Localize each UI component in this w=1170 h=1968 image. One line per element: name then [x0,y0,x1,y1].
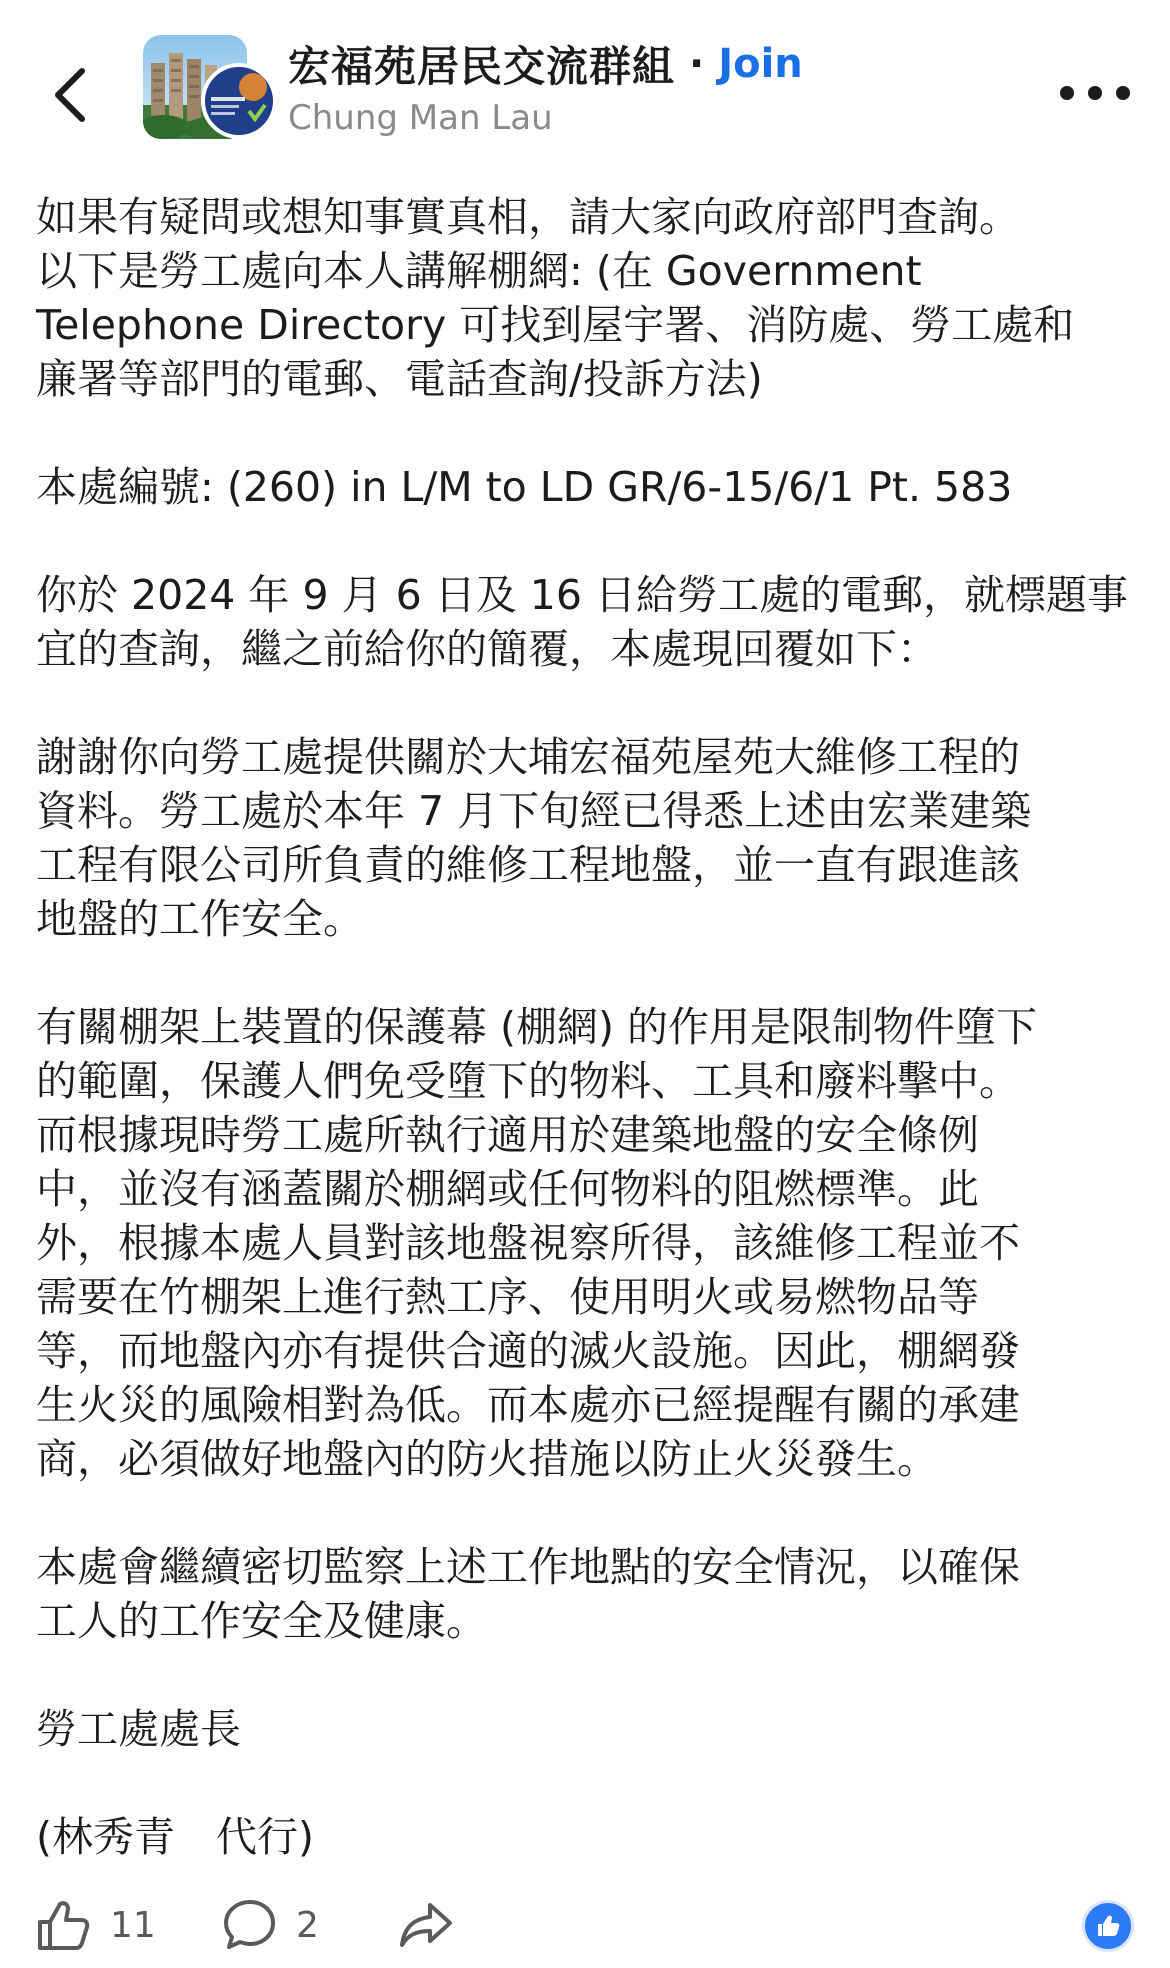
post-actions-bar [0,1890,1170,1968]
author-name[interactable]: Chung Man Lau [288,98,553,138]
share-button[interactable] [398,1890,454,1960]
post-paragraph: 謝謝你向勞工處提供關於大埔宏福苑屋苑大維修工程的 資料。勞工處於本年 7 月下旬經已得悉上述由宏業建築 工程有限公司所負責的維修工程地盤，並一直有跟進該 地盤的工作安全。 [36,733,1032,943]
title-separator: · [689,41,705,87]
comment-button[interactable] [222,1890,319,1960]
post-paragraph: (林秀青 代行) [36,1813,314,1861]
user-avatar [201,63,277,139]
post-body [36,190,1146,1864]
more-horizontal-icon [1060,86,1074,100]
join-button[interactable]: Join [718,41,803,87]
post-paragraph: 有關棚架上裝置的保護幕 (棚網) 的作用是限制物件墮下 的範圍，保護人們免受墮下的物料、工具和廢料擊中。 而根據現時勞工處所執行適用於建築地盤的安全條例 中，並沒有涵蓋關於棚網或任何物料的阻燃標準。此 外，根據本處人員對該地盤視察所得，該維修工程並不 需要在竹棚架上進行熱工序、使用明火或易燃物品等 等，而地盤內亦有提供合適的滅火設施。因此，棚網發 生火災的風險相對為低。而本處亦已經提醒有關的承建 商，必須做好地盤內的防火措施以防止火災發生。 [36,1003,1038,1483]
post-paragraph: 如果有疑問或想知事實真相，請大家向政府部門查詢。 以下是勞工處向本人講解棚網: (在 Government Telephone Directory 可找到屋宇署、消防處、勞工處和 廉署等部門的電郵、電話查詢/投訴方法) [36,193,1075,403]
like-button[interactable] [34,1890,156,1960]
like-reaction-icon[interactable] [1082,1900,1134,1952]
more-options-button[interactable] [1060,78,1130,108]
post-paragraph: 本處編號: (260) in L/M to LD GR/6-15/6/1 Pt. 583 [36,463,1013,511]
back-button[interactable] [40,55,100,135]
group-name[interactable]: 宏福苑居民交流群組 [288,42,676,91]
post-paragraph: 你於 2024 年 9 月 6 日及 16 日給勞工處的電郵，就標題事 宜的查詢，繼之前給你的簡覆，本處現回覆如下： [36,571,1128,673]
group-avatar[interactable] [143,35,278,143]
comment-count: 2 [296,1904,319,1946]
thumbs-up-icon [34,1896,92,1954]
chevron-left-icon [50,65,90,125]
post-paragraph: 勞工處處長 [36,1705,241,1753]
share-arrow-icon [398,1897,454,1953]
comment-bubble-icon [222,1896,278,1954]
post-paragraph: 本處會繼續密切監察上述工作地點的安全情況，以確保 工人的工作安全及健康。 [36,1543,1020,1645]
like-count: 11 [110,1904,156,1946]
title-line [288,32,1048,96]
header-text [288,32,1048,138]
post-header [0,0,1170,160]
